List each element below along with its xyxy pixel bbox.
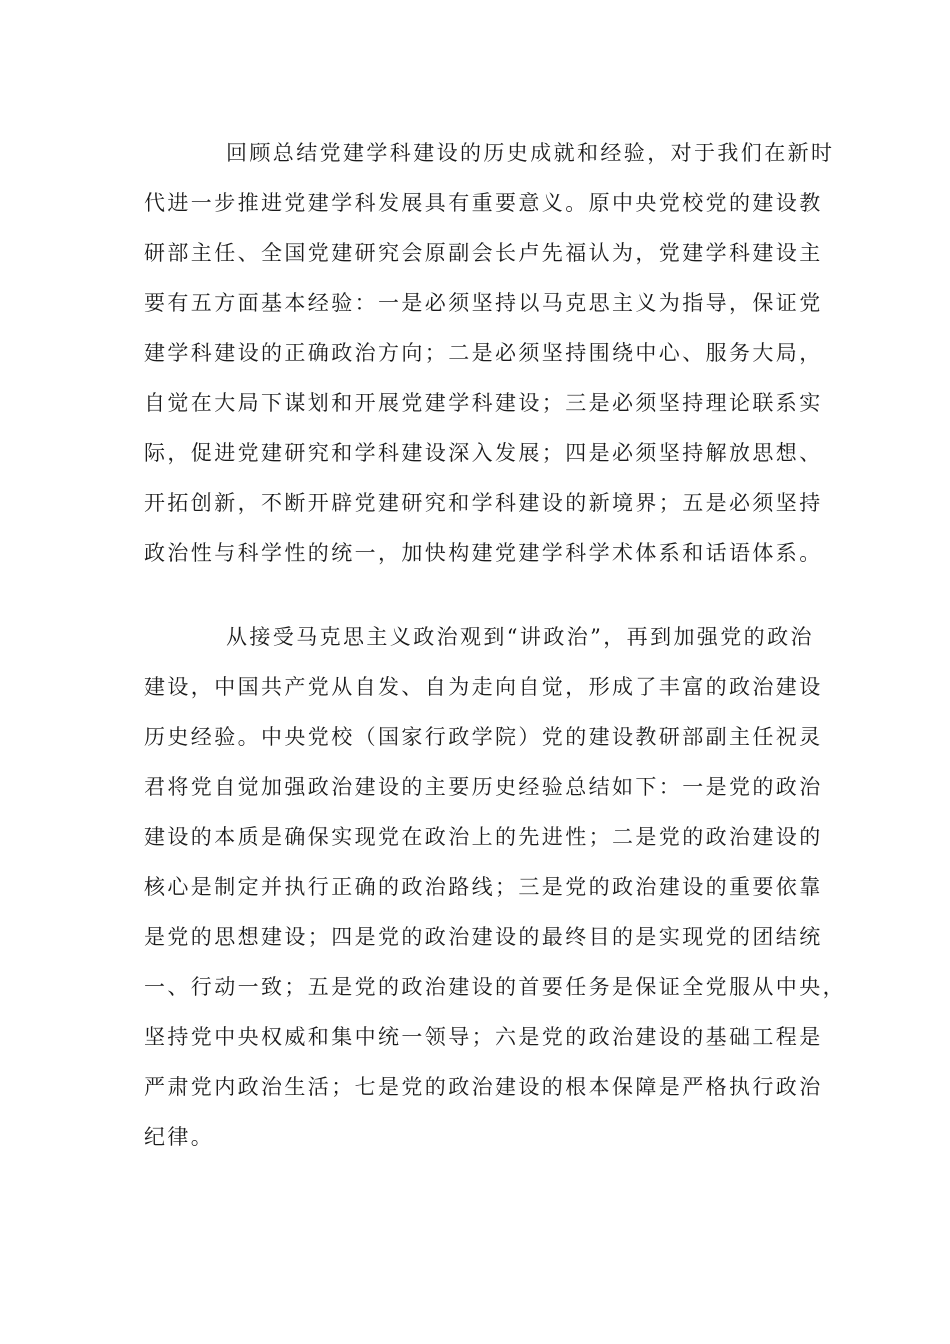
paragraph — [144, 128, 835, 578]
paragraph-line: 代进一步推进党建学科发展具有重要意义。原中央党校党的建设教 — [144, 191, 823, 215]
paragraph — [144, 612, 846, 1162]
paragraph-line: 政治性与科学性的统一，加快构建党建学科学术体系和话语体系。 — [144, 541, 823, 565]
document-body — [144, 128, 846, 1162]
paragraph-line: 自觉在大局下谋划和开展党建学科建设；三是必须坚持理论联系实 — [144, 391, 823, 415]
paragraph-line: 建设，中国共产党从自发、自为走向自觉，形成了丰富的政治建设 — [144, 675, 823, 699]
paragraph-line: 严肃党内政治生活；七是党的政治建设的根本保障是严格执行政治 — [144, 1075, 823, 1099]
paragraph-line: 是党的思想建设；四是党的政治建设的最终目的是实现党的团结统 — [144, 925, 823, 949]
paragraph-spacer — [144, 578, 802, 612]
paragraph-line: 核心是制定并执行正确的政治路线；三是党的政治建设的重要依靠 — [144, 875, 823, 899]
paragraph-line: 建设的本质是确保实现党在政治上的先进性；二是党的政治建设的 — [144, 825, 823, 849]
paragraph-line: 从接受马克思主义政治观到“讲政治”，再到加强党的政治 — [226, 625, 814, 649]
paragraph-line: 纪律。 — [144, 1125, 215, 1149]
paragraph-line: 一、行动一致；五是党的政治建设的首要任务是保证全党服从中央， — [144, 975, 846, 999]
paragraph-line: 际，促进党建研究和学科建设深入发展；四是必须坚持解放思想、 — [144, 441, 823, 465]
paragraph-line: 研部主任、全国党建研究会原副会长卢先福认为，党建学科建设主 — [144, 241, 823, 265]
paragraph-line: 回顾总结党建学科建设的历史成就和经验，对于我们在新时 — [226, 141, 835, 165]
paragraph-line: 开拓创新，不断开辟党建研究和学科建设的新境界；五是必须坚持 — [144, 491, 823, 515]
paragraph-line: 建学科建设的正确政治方向；二是必须坚持围绕中心、服务大局， — [144, 341, 823, 365]
paragraph-line: 坚持党中央权威和集中统一领导；六是党的政治建设的基础工程是 — [144, 1025, 823, 1049]
paragraph-line: 要有五方面基本经验：一是必须坚持以马克思主义为指导，保证党 — [144, 291, 823, 315]
paragraph-line: 历史经验。中央党校（国家行政学院）党的建设教研部副主任祝灵 — [144, 725, 823, 749]
paragraph-line: 君将党自觉加强政治建设的主要历史经验总结如下：一是党的政治 — [144, 775, 823, 799]
